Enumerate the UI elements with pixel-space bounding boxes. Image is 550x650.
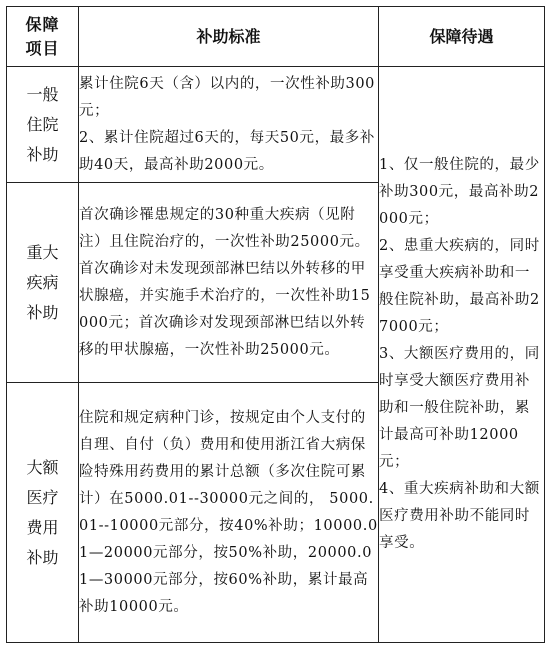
item-line: 补助 — [26, 144, 59, 164]
treatment-paragraph: 1、仅一般住院的，最少补助300元，最高补助2000元； — [379, 157, 540, 227]
standard-paragraph: 累计住院6天（含）以内的，一次性补助300元； — [79, 75, 375, 119]
header-standard: 补助标准 — [79, 7, 379, 67]
treatment-cell — [379, 67, 545, 643]
standard-general-hospitalization — [79, 67, 379, 183]
header-item — [7, 7, 79, 67]
treatment-paragraph: 2、患重大疾病的，同时享受重大疾病补助和一般住院补助，最高补助27000元； — [379, 238, 540, 335]
benefits-table — [6, 6, 545, 643]
standard-paragraph: 住院和规定病种门诊，按规定由个人支付的自理、自付（负）费用和使用浙江省大病保险特殊用药费用的累计总额（多次住院可累计）在5000.01--30000元之间的， 5000.01--10000元部分，按40%补助；10000.01—20000元部分，按50%补助，20000.01—30000元部分，按60%补助，累计最高补助10000元。 — [79, 409, 378, 615]
standard-large-medical-expense — [79, 383, 379, 643]
item-line: 大额 — [26, 457, 59, 477]
header-row — [7, 7, 545, 67]
item-line: 费用 — [26, 517, 59, 537]
item-line: 重大 — [26, 242, 59, 262]
item-large-medical-expense — [7, 383, 79, 643]
item-line: 医疗 — [26, 487, 59, 507]
header-item-line-1: 保障 — [25, 14, 60, 34]
treatment-paragraph: 3、大额医疗费用的，同时享受大额医疗费用补助和一般住院补助，累计最高可补助12000元； — [379, 346, 540, 470]
treatment-paragraph: 4、重大疾病补助和大额医疗费用补助不能同时享受。 — [379, 481, 540, 551]
standard-paragraph: 首次确诊罹患规定的30种重大疾病（见附注）且住院治疗的，一次性补助25000元。首次确诊对未发现颈部淋巴结以外转移的甲状腺癌，并实施手术治疗的，一次性补助15000元；首次确诊对发现颈部淋巴结以外转移的甲状腺癌，一次性补助25000元。 — [79, 206, 371, 358]
header-item-line-2: 项目 — [25, 38, 60, 58]
item-major-disease — [7, 183, 79, 383]
item-line: 补助 — [26, 547, 59, 567]
standard-major-disease — [79, 183, 379, 383]
standard-paragraph: 2、累计住院超过6天的，每天50元，最多补助40天，最高补助2000元。 — [79, 129, 375, 173]
item-line: 住院 — [26, 114, 59, 134]
header-treatment: 保障待遇 — [379, 7, 545, 67]
table-row-general — [7, 67, 545, 183]
item-line: 一般 — [26, 84, 59, 104]
item-line: 疾病 — [26, 272, 59, 292]
item-general-hospitalization — [7, 67, 79, 183]
item-line: 补助 — [26, 302, 59, 322]
